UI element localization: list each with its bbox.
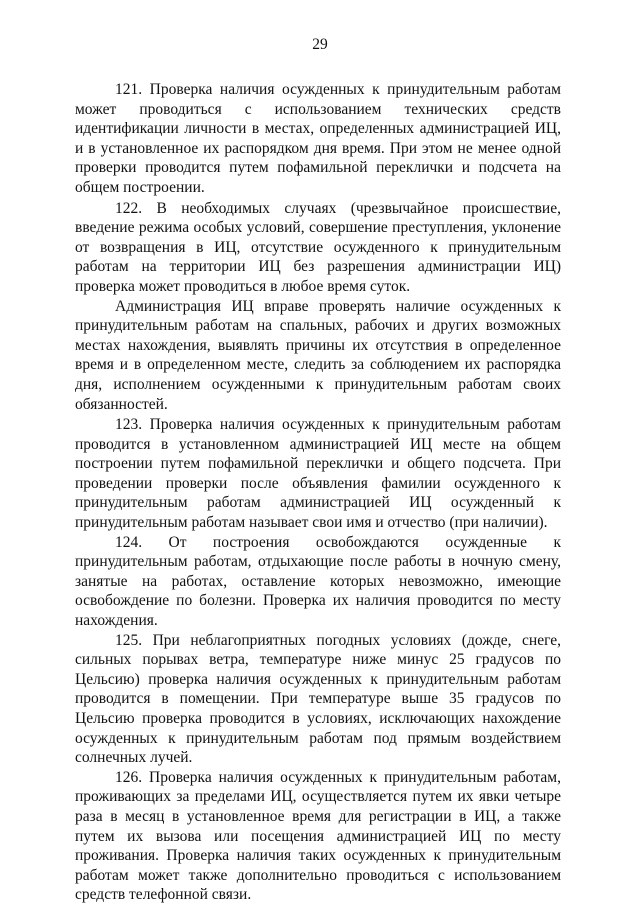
paragraph-administration-rights: Администрация ИЦ вправе проверять наличие осужденных к принудительным работам на спальных, рабочих и других возможных местах нахождения, выявлять причины их отсутствия в определенное время и в определенном месте, следить за соблюдением их распорядка дня, исполнением осужденными к принудительным работам своих обязанностей. [75, 297, 561, 413]
paragraph-121: 121. Проверка наличия осужденных к принудительным работам может проводиться с использованием технических средств идентификации личности в местах, определенных администрацией ИЦ, и в установленное их распорядком дня время. При этом не менее одной проверки проводится путем пофамильной переклички и подсчета на общем построении. [75, 81, 561, 196]
document-body [75, 80, 561, 905]
paragraph-125: 125. При неблагоприятных погодных условиях (дожде, снеге, сильных порывах ветра, температуре ниже минус 25 градусов по Цельсию) проверка наличия осужденных к принудительным работам проводится в помещении. При температуре выше 35 градусов по Цельсию проверка проводится в условиях, исключающих нахождение осужденных к принудительным работам под прямым воздействием солнечных лучей. [75, 631, 561, 767]
page-number: 29 [312, 36, 328, 53]
paragraph-124: 124. От построения освобождаются осужденные к принудительным работам, отдыхающие после работы в ночную смену, занятые на работах, оставление которых невозможно, имеющие освобождение по болезни. Проверка их наличия проводится по месту нахождения. [75, 533, 561, 630]
paragraph-126: 126. Проверка наличия осужденных к принудительным работам, проживающих за пределами ИЦ, осуществляется путем их явки четыре раза в месяц в установленное время для регистрации в ИЦ, а также путем их вызова или посещения администрацией ИЦ по месту проживания. Проверка наличия таких осужденных к принудительным работам может также дополнительно проводиться с использованием средств телефонной связи. [75, 768, 561, 904]
paragraph-123: 123. Проверка наличия осужденных к принудительным работам проводится в установленном администрацией ИЦ месте на общем построении путем пофамильной переклички и общего подсчета. При проведении проверки после объявления фамилии осужденного к принудительным работам администрацией ИЦ осужденный к принудительным работам называет свои имя и отчество (при наличии). [75, 416, 561, 532]
paragraph-122: 122. В необходимых случаях (чрезвычайное происшествие, введение режима особых условий, совершение преступления, уклонение от возвращения в ИЦ, отсутствие осужденного к принудительным работам на территории ИЦ без разрешения администрации ИЦ) проверка может проводиться в любое время суток. [75, 199, 561, 295]
